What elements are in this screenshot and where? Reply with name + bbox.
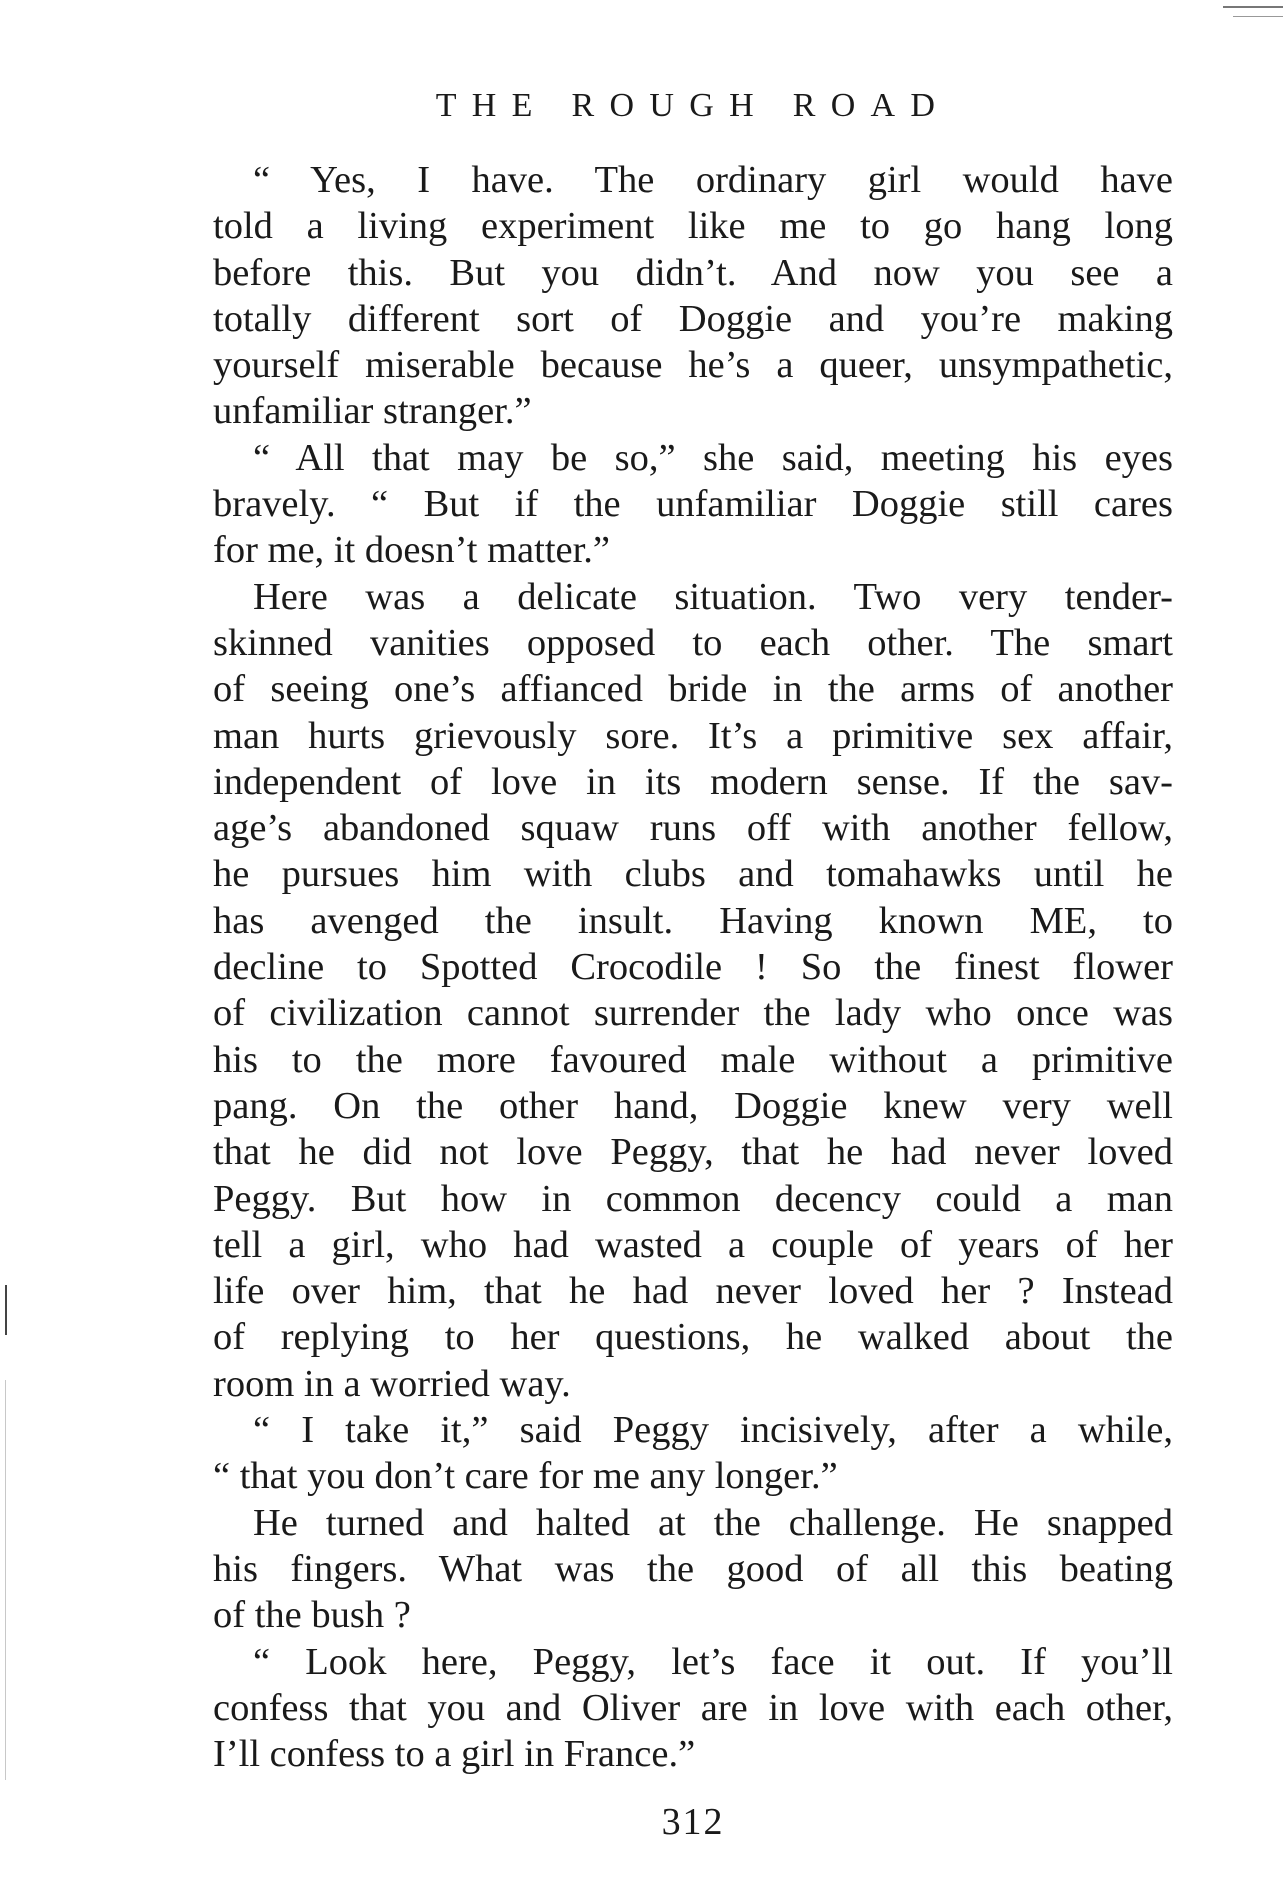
text-line: yourself miserable because he’s a queer, unsympathetic, bbox=[213, 344, 1173, 387]
margin-mark bbox=[5, 1380, 6, 1780]
text-line: age’s abandoned squaw runs off with another fellow, bbox=[213, 807, 1173, 850]
text-line: he pursues him with clubs and tomahawks until he bbox=[213, 853, 1173, 896]
running-head: THE ROUGH ROAD bbox=[435, 87, 951, 124]
text-line: of civilization cannot surrender the lady who once was bbox=[213, 992, 1173, 1035]
text-line: independent of love in its modern sense. If the sav- bbox=[213, 760, 1173, 803]
text-line: his to the more favoured male without a primitive bbox=[213, 1038, 1173, 1081]
body-text bbox=[213, 157, 1173, 1777]
text-line: of the bush ? bbox=[213, 1594, 411, 1637]
margin-mark bbox=[5, 1285, 7, 1335]
text-line: “ that you don’t care for me any longer.” bbox=[213, 1455, 838, 1498]
text-line: “ Yes, I have. The ordinary girl would have bbox=[253, 159, 1173, 201]
text-line: room in a worried way. bbox=[213, 1362, 571, 1405]
text-line: bravely. “ But if the unfamiliar Doggie still cares bbox=[213, 483, 1173, 526]
text-line: Peggy. But how in common decency could a man bbox=[213, 1177, 1173, 1220]
corner-rule bbox=[1223, 6, 1283, 8]
text-line: skinned vanities opposed to each other. The smart bbox=[213, 621, 1173, 664]
text-line: pang. On the other hand, Doggie knew very well bbox=[213, 1084, 1173, 1127]
text-line: that he did not love Peggy, that he had never loved bbox=[213, 1131, 1173, 1174]
text-line: Here was a delicate situation. Two very tender- bbox=[253, 575, 1173, 618]
text-line: life over him, that he had never loved her ? Instead bbox=[213, 1270, 1173, 1313]
corner-rule bbox=[1233, 16, 1283, 17]
text-line: man hurts grievously sore. It’s a primitive sex affair, bbox=[213, 714, 1173, 757]
text-line: unfamiliar stranger.” bbox=[213, 390, 532, 433]
text-line: of replying to her questions, he walked about the bbox=[213, 1316, 1173, 1359]
text-line: totally different sort of Doggie and you’re making bbox=[213, 297, 1173, 340]
text-line: tell a girl, who had wasted a couple of years of her bbox=[213, 1223, 1173, 1266]
page-number: 312 bbox=[661, 1801, 725, 1843]
text-line: decline to Spotted Crocodile ! So the finest flower bbox=[213, 946, 1173, 989]
text-line: confess that you and Oliver are in love with each other, bbox=[213, 1686, 1173, 1729]
text-line: told a living experiment like me to go hang long bbox=[213, 205, 1173, 248]
text-line: his fingers. What was the good of all this beating bbox=[213, 1547, 1173, 1590]
text-line: of seeing one’s affianced bride in the arms of another bbox=[213, 668, 1173, 711]
text-line: “ I take it,” said Peggy incisively, after a while, bbox=[253, 1409, 1173, 1452]
text-line: for me, it doesn’t matter.” bbox=[213, 529, 611, 572]
text-line: “ All that may be so,” she said, meeting his eyes bbox=[253, 436, 1173, 479]
text-line: before this. But you didn’t. And now you see a bbox=[213, 251, 1173, 294]
text-line: He turned and halted at the challenge. He snapped bbox=[253, 1501, 1173, 1544]
text-line: has avenged the insult. Having known ME, to bbox=[213, 899, 1173, 942]
text-line: “ Look here, Peggy, let’s face it out. If you’ll bbox=[253, 1640, 1173, 1683]
text-line: I’ll confess to a girl in France.” bbox=[213, 1733, 696, 1776]
